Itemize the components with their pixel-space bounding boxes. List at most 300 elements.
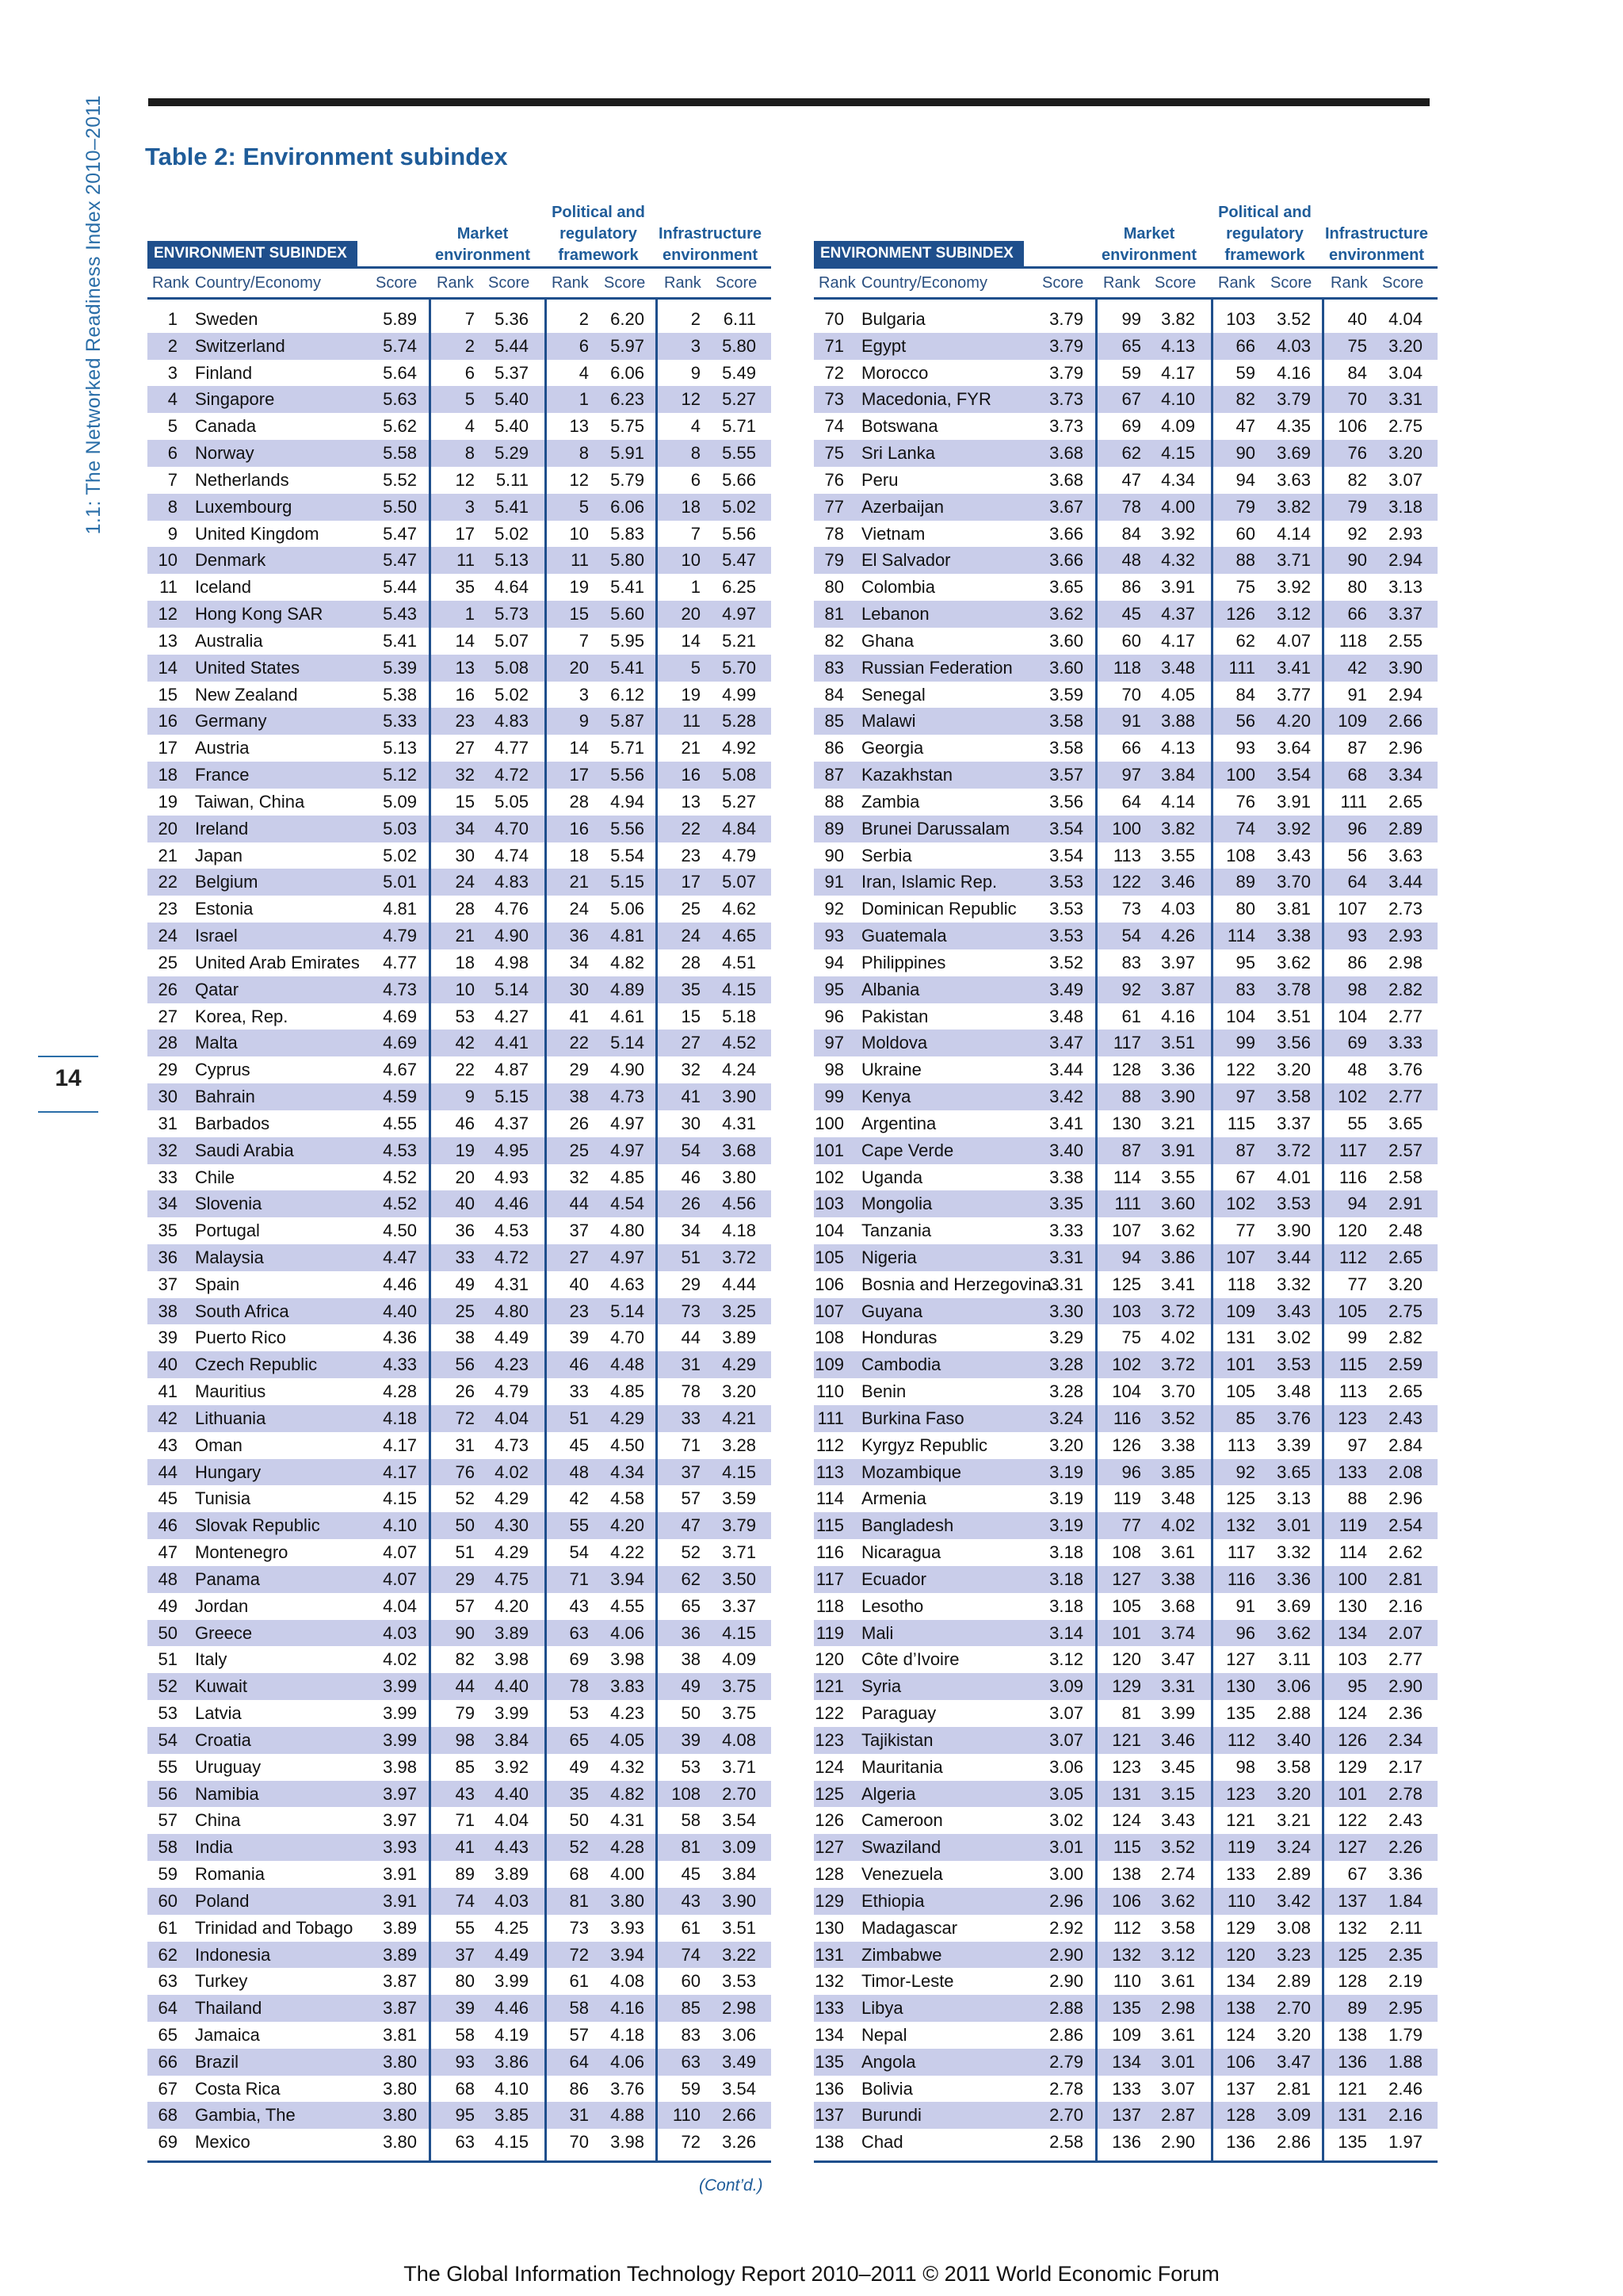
header-line: framework (1224, 246, 1305, 264)
infra-rank-cell: 58 (681, 1810, 701, 1831)
market-score-cell: 4.26 (1161, 926, 1195, 946)
infra-rank-cell: 103 (1338, 1649, 1367, 1670)
political-rank-cell: 127 (1226, 1649, 1255, 1670)
market-score-cell: 3.91 (1161, 577, 1195, 598)
infra-score-cell: 4.29 (722, 1354, 756, 1375)
country-cell: Kazakhstan (861, 765, 953, 785)
score-cell: 4.77 (383, 952, 417, 972)
rank-cell: 127 (815, 1837, 844, 1858)
rank-cell: 131 (815, 1944, 844, 1965)
political-score-cell: 3.94 (610, 1944, 644, 1965)
infra-score-cell: 4.15 (722, 1622, 756, 1643)
rank-cell: 73 (824, 389, 844, 410)
rank-cell: 64 (158, 1998, 178, 2019)
infra-score-cell: 6.25 (722, 577, 756, 598)
rank-cell: 79 (824, 550, 844, 571)
market-rank-cell: 61 (1121, 1006, 1141, 1026)
table-row (147, 1351, 771, 1378)
political-rank-cell: 15 (569, 604, 589, 625)
table-row (147, 1217, 771, 1244)
rank-cell: 74 (824, 416, 844, 437)
infra-rank-cell: 123 (1338, 1408, 1367, 1428)
market-score-cell: 4.17 (1161, 630, 1195, 651)
political-rank-cell: 101 (1226, 1354, 1255, 1375)
market-rank-cell: 133 (1112, 2078, 1141, 2099)
political-rank-cell: 20 (569, 657, 589, 678)
infra-rank-cell: 107 (1338, 899, 1367, 919)
political-rank-cell: 131 (1226, 1328, 1255, 1348)
score-cell: 5.44 (383, 577, 417, 598)
political-score-cell: 5.83 (610, 523, 644, 544)
score-cell: 4.55 (383, 1113, 417, 1133)
table-row (814, 1566, 1438, 1593)
score-cell: 5.62 (383, 416, 417, 437)
country-cell: Saudi Arabia (195, 1140, 294, 1160)
market-score-cell: 4.32 (1161, 550, 1195, 571)
country-cell: Tunisia (195, 1488, 251, 1509)
infra-score-cell: 2.11 (1389, 1917, 1423, 1938)
country-cell: El Salvador (861, 550, 951, 571)
rank-cell: 30 (158, 1087, 178, 1107)
political-rank-cell: 94 (1235, 469, 1255, 490)
infra-score-cell: 2.75 (1388, 416, 1423, 437)
rank-cell: 25 (158, 952, 178, 972)
market-score-cell: 3.60 (1161, 1194, 1195, 1214)
infra-score-cell: 3.37 (722, 1595, 756, 1616)
table-row (147, 2102, 771, 2129)
political-rank-cell: 118 (1227, 1274, 1255, 1294)
political-score-cell: 5.14 (610, 1033, 644, 1053)
market-score-cell: 3.84 (495, 1729, 529, 1750)
infra-score-cell: 5.08 (722, 765, 756, 785)
rank-cell: 84 (824, 684, 844, 705)
country-cell: Croatia (195, 1729, 251, 1750)
table-row (814, 1217, 1438, 1244)
infra-score-cell: 2.84 (1388, 1435, 1423, 1455)
political-rank-cell: 103 (1226, 309, 1255, 329)
market-rank-cell: 104 (1112, 1381, 1141, 1402)
infra-score-cell: 4.56 (722, 1194, 756, 1214)
political-rank-cell: 25 (569, 1140, 589, 1160)
table-row (814, 1673, 1438, 1700)
political-score-cell: 3.09 (1277, 2105, 1311, 2126)
country-cell: Mali (861, 1622, 894, 1643)
market-rank-cell: 102 (1112, 1354, 1141, 1375)
market-score-cell: 5.41 (495, 496, 529, 517)
political-rank-cell: 60 (1235, 523, 1255, 544)
market-score-cell: 3.46 (1161, 872, 1195, 892)
market-score-cell: 4.98 (495, 952, 529, 972)
political-score-cell: 3.65 (1277, 1461, 1311, 1482)
market-rank-cell: 68 (455, 2078, 475, 2099)
market-rank-cell: 74 (455, 1890, 475, 1911)
header-line: environment (1328, 246, 1425, 264)
market-rank-cell: 135 (1112, 1998, 1141, 2019)
infra-score-cell: 3.20 (722, 1381, 756, 1402)
political-score-cell: 5.41 (610, 657, 644, 678)
score-cell: 4.73 (383, 979, 417, 999)
infra-score-cell: 2.43 (1388, 1810, 1423, 1831)
score-cell: 3.44 (1049, 1060, 1083, 1080)
political-score-cell: 4.81 (610, 926, 644, 946)
country-cell: Syria (861, 1676, 902, 1697)
political-rank-header: Rank (1218, 274, 1255, 292)
political-score-cell: 3.58 (1277, 1087, 1311, 1107)
score-cell: 5.50 (383, 496, 417, 517)
infra-rank-cell: 72 (681, 2132, 701, 2153)
country-cell: Paraguay (861, 1703, 937, 1724)
table-row (814, 1459, 1438, 1486)
score-cell: 4.17 (383, 1435, 417, 1455)
market-rank-cell: 10 (455, 979, 475, 999)
political-score-cell: 4.28 (610, 1837, 644, 1858)
market-rank-cell: 5 (464, 389, 475, 410)
score-cell: 3.54 (1049, 845, 1083, 865)
table-row (814, 1834, 1438, 1861)
political-rank-cell: 7 (579, 630, 589, 651)
political-rank-cell: 65 (569, 1729, 589, 1750)
country-cell: Greece (195, 1622, 253, 1643)
infra-rank-cell: 133 (1338, 1461, 1367, 1482)
table-body (147, 300, 771, 2156)
table-row (147, 1942, 771, 1969)
market-score-cell: 3.62 (1161, 1221, 1195, 1241)
infra-score-cell: 3.22 (722, 1944, 756, 1965)
market-score-cell: 5.05 (495, 791, 529, 812)
political-score-cell: 3.40 (1277, 1729, 1311, 1750)
country-cell: Switzerland (195, 335, 285, 356)
political-score-cell: 3.54 (1277, 765, 1311, 785)
infra-rank-cell: 10 (681, 550, 701, 571)
rank-cell: 55 (158, 1756, 178, 1777)
table-row (147, 1137, 771, 1164)
political-rank-cell: 29 (569, 1060, 589, 1080)
political-rank-cell: 13 (569, 416, 589, 437)
political-score-cell: 5.95 (610, 630, 644, 651)
political-rank-cell: 130 (1226, 1676, 1255, 1697)
political-score-cell: 4.16 (610, 1998, 644, 2019)
political-rank-cell: 26 (569, 1113, 589, 1133)
market-score-cell: 3.48 (1161, 657, 1195, 678)
infra-rank-cell: 129 (1338, 1756, 1367, 1777)
rank-cell: 95 (824, 979, 844, 999)
market-rank-cell: 7 (464, 309, 475, 329)
rank-cell: 113 (815, 1461, 844, 1482)
political-score-cell: 6.12 (610, 684, 644, 705)
table-row (814, 1861, 1438, 1888)
market-rank-cell: 64 (1121, 791, 1141, 812)
political-rank-cell: 132 (1226, 1515, 1255, 1536)
political-rank-cell: 117 (1227, 1542, 1255, 1563)
table-row (814, 1727, 1438, 1754)
table-row (814, 789, 1438, 816)
country-cell: New Zealand (195, 684, 298, 705)
political-rank-cell: 47 (1235, 416, 1255, 437)
political-rank-cell: 18 (569, 845, 589, 865)
rank-cell: 97 (824, 1033, 844, 1053)
score-cell: 3.28 (1049, 1381, 1083, 1402)
score-cell: 4.28 (383, 1381, 417, 1402)
score-cell: 4.50 (383, 1221, 417, 1241)
score-cell: 3.57 (1049, 765, 1083, 785)
infra-score-cell: 2.94 (1388, 550, 1423, 571)
infra-rank-cell: 69 (1347, 1033, 1367, 1053)
political-rank-cell: 86 (569, 2078, 589, 2099)
infra-rank-cell: 83 (681, 2025, 701, 2045)
market-rank-cell: 137 (1112, 2105, 1141, 2126)
market-rank-cell: 107 (1112, 1221, 1141, 1241)
infra-rank-cell: 101 (1338, 1783, 1367, 1804)
market-score-cell: 5.44 (495, 335, 529, 356)
score-cell: 2.58 (1049, 2132, 1083, 2153)
rank-cell: 35 (158, 1221, 178, 1241)
infra-rank-cell: 35 (681, 979, 701, 999)
political-rank-cell: 84 (1235, 684, 1255, 705)
rank-cell: 101 (815, 1140, 844, 1160)
market-rank-cell: 55 (455, 1917, 475, 1938)
rank-cell: 138 (815, 2132, 844, 2153)
infra-rank-cell: 106 (1338, 416, 1367, 437)
infrastructure-environment-header (655, 223, 766, 266)
market-score-cell: 4.37 (1161, 604, 1195, 625)
header-line: environment (662, 246, 758, 264)
market-score-cell: 5.36 (495, 309, 529, 329)
political-rank-cell: 136 (1226, 2132, 1255, 2153)
country-header: Country/Economy (861, 274, 987, 292)
political-rank-cell: 19 (569, 577, 589, 598)
market-score-cell: 4.73 (495, 1435, 529, 1455)
political-rank-cell: 11 (571, 550, 589, 571)
political-rank-cell: 128 (1226, 2105, 1255, 2126)
political-score-cell: 5.54 (610, 845, 644, 865)
market-score-cell: 4.64 (495, 577, 529, 598)
political-score-cell: 3.48 (1277, 1381, 1311, 1402)
score-cell: 4.04 (383, 1595, 417, 1616)
market-rank-cell: 57 (455, 1595, 475, 1616)
country-cell: Burundi (861, 2105, 922, 2126)
market-rank-cell: 81 (1121, 1703, 1141, 1724)
score-cell: 3.19 (1049, 1488, 1083, 1509)
infra-rank-cell: 137 (1338, 1890, 1367, 1911)
score-cell: 5.01 (383, 872, 417, 892)
infra-rank-cell: 41 (681, 1087, 701, 1107)
rank-cell: 128 (815, 1864, 844, 1885)
country-cell: Luxembourg (195, 496, 292, 517)
infra-rank-cell: 22 (681, 818, 701, 839)
rank-header: Rank (819, 274, 856, 292)
rank-cell: 32 (158, 1140, 178, 1160)
political-rank-cell: 133 (1226, 1864, 1255, 1885)
rank-cell: 118 (815, 1595, 844, 1616)
infra-rank-cell: 75 (1347, 335, 1367, 356)
infra-rank-cell: 20 (681, 604, 701, 625)
market-score-cell: 3.90 (1161, 1087, 1195, 1107)
infra-rank-cell: 124 (1338, 1703, 1367, 1724)
country-cell: United States (195, 657, 300, 678)
rank-cell: 105 (815, 1247, 844, 1267)
score-cell: 3.56 (1049, 791, 1083, 812)
country-cell: Swaziland (861, 1837, 941, 1858)
bottom-rule (814, 2160, 1438, 2163)
infra-rank-cell: 138 (1338, 2025, 1367, 2045)
political-rank-cell: 98 (1235, 1756, 1255, 1777)
infra-score-cell: 3.90 (1388, 657, 1423, 678)
market-rank-cell: 22 (455, 1060, 475, 1080)
market-score-cell: 4.03 (495, 1890, 529, 1911)
political-rank-cell: 102 (1226, 1194, 1255, 1214)
market-score-cell: 3.92 (495, 1756, 529, 1777)
market-rank-cell: 101 (1112, 1622, 1141, 1643)
table-row (814, 386, 1438, 413)
country-cell: Bulgaria (861, 309, 926, 329)
political-score-cell: 3.37 (1277, 1113, 1311, 1133)
political-rank-cell: 83 (1235, 979, 1255, 999)
political-score-cell: 3.08 (1277, 1917, 1311, 1938)
market-rank-cell: 31 (455, 1435, 475, 1455)
table-row (147, 1539, 771, 1566)
political-rank-cell: 57 (569, 2025, 589, 2045)
political-rank-cell: 4 (579, 362, 589, 383)
market-rank-cell: 80 (455, 1971, 475, 1992)
table-row (147, 601, 771, 628)
table-row (814, 949, 1438, 976)
political-score-cell: 5.15 (610, 872, 644, 892)
political-score-cell: 2.70 (1277, 1998, 1311, 2019)
table-row (147, 1915, 771, 1942)
country-cell: Israel (195, 926, 238, 946)
country-cell: Chile (195, 1167, 235, 1187)
political-rank-cell: 135 (1226, 1703, 1255, 1724)
infra-rank-cell: 66 (1347, 604, 1367, 625)
market-rank-cell: 117 (1113, 1033, 1141, 1053)
political-rank-cell: 113 (1227, 1435, 1255, 1455)
table-row (814, 842, 1438, 869)
political-rank-cell: 54 (569, 1542, 589, 1563)
table-row (814, 1915, 1438, 1942)
market-rank-cell: 19 (455, 1140, 475, 1160)
infra-score-cell: 3.54 (722, 1810, 756, 1831)
infra-score-cell: 3.09 (722, 1837, 756, 1858)
market-score-cell: 4.74 (495, 845, 529, 865)
country-cell: Morocco (861, 362, 929, 383)
political-rank-cell: 46 (569, 1354, 589, 1375)
rank-cell: 31 (158, 1113, 178, 1133)
political-rank-cell: 112 (1227, 1729, 1255, 1750)
table-row (814, 1995, 1438, 2022)
political-score-cell: 3.70 (1277, 872, 1311, 892)
column-separator (655, 300, 658, 2161)
score-cell: 5.52 (383, 469, 417, 490)
political-score-cell: 3.47 (1277, 2051, 1311, 2072)
infra-score-cell: 2.17 (1388, 1756, 1423, 1777)
infra-score-cell: 3.04 (1388, 362, 1423, 383)
rank-cell: 69 (158, 2132, 178, 2153)
market-score-cell: 3.74 (1161, 1622, 1195, 1643)
rank-cell: 21 (158, 845, 178, 865)
table-row (814, 735, 1438, 762)
market-rank-cell: 3 (464, 496, 475, 517)
country-cell: Botswana (861, 416, 938, 437)
table-row (147, 1298, 771, 1325)
table-row (147, 762, 771, 789)
political-rank-cell: 76 (1235, 791, 1255, 812)
market-rank-cell: 103 (1112, 1301, 1141, 1321)
rank-cell: 33 (158, 1167, 178, 1187)
country-cell: Panama (195, 1568, 260, 1589)
political-score-cell: 4.23 (610, 1703, 644, 1724)
market-rank-cell: 56 (455, 1354, 475, 1375)
score-cell: 3.97 (383, 1783, 417, 1804)
market-rank-cell: 41 (455, 1837, 475, 1858)
political-rank-cell: 49 (569, 1756, 589, 1777)
political-score-cell: 3.98 (610, 1649, 644, 1670)
score-cell: 3.79 (1049, 362, 1083, 383)
market-score-cell: 3.98 (495, 1649, 529, 1670)
political-score-cell: 5.06 (610, 899, 644, 919)
market-score-cell: 4.77 (495, 738, 529, 758)
political-rank-cell: 42 (569, 1488, 589, 1509)
infra-rank-cell: 68 (1347, 765, 1367, 785)
political-rank-cell: 80 (1235, 899, 1255, 919)
country-cell: Lesotho (861, 1595, 924, 1616)
table-row (814, 306, 1438, 333)
political-score-cell: 4.00 (610, 1864, 644, 1885)
table-body (814, 300, 1438, 2156)
political-rank-cell: 85 (1235, 1408, 1255, 1428)
market-score-cell: 2.90 (1161, 2132, 1195, 2153)
infra-rank-cell: 5 (690, 657, 701, 678)
score-header: Score (1042, 274, 1084, 292)
market-rank-header: Rank (1103, 274, 1140, 292)
infra-score-cell: 2.65 (1388, 1381, 1423, 1402)
infra-score-cell: 3.90 (722, 1087, 756, 1107)
infra-rank-cell: 40 (1347, 309, 1367, 329)
infra-score-cell: 2.94 (1388, 684, 1423, 705)
market-score-cell: 5.73 (495, 604, 529, 625)
score-cell: 3.31 (1049, 1274, 1083, 1294)
market-score-cell: 4.40 (495, 1676, 529, 1697)
market-score-cell: 4.40 (495, 1783, 529, 1804)
score-cell: 4.69 (383, 1006, 417, 1026)
country-cell: Italy (195, 1649, 227, 1670)
market-rank-cell: 40 (455, 1194, 475, 1214)
score-cell: 3.54 (1049, 818, 1083, 839)
infra-score-cell: 4.15 (722, 979, 756, 999)
market-rank-cell: 131 (1112, 1783, 1141, 1804)
score-cell: 3.53 (1049, 872, 1083, 892)
market-score-cell: 4.29 (495, 1488, 529, 1509)
political-score-cell: 4.97 (610, 1113, 644, 1133)
market-score-cell: 5.13 (495, 550, 529, 571)
rank-cell: 42 (158, 1408, 178, 1428)
rank-cell: 61 (158, 1917, 178, 1938)
country-cell: Montenegro (195, 1542, 288, 1563)
infra-score-cell: 3.75 (722, 1703, 756, 1724)
country-cell: India (195, 1837, 233, 1858)
table-row (147, 306, 771, 333)
political-score-cell: 3.71 (1277, 550, 1311, 571)
infra-rank-cell: 121 (1338, 2078, 1367, 2099)
rank-cell: 6 (167, 443, 178, 464)
table-row (814, 1432, 1438, 1459)
political-score-cell: 4.97 (610, 1140, 644, 1160)
table-row (814, 896, 1438, 923)
table-row (147, 1459, 771, 1486)
rank-cell: 11 (159, 577, 178, 598)
rank-cell: 4 (167, 389, 178, 410)
table-row (814, 923, 1438, 949)
market-score-cell: 3.55 (1161, 845, 1195, 865)
